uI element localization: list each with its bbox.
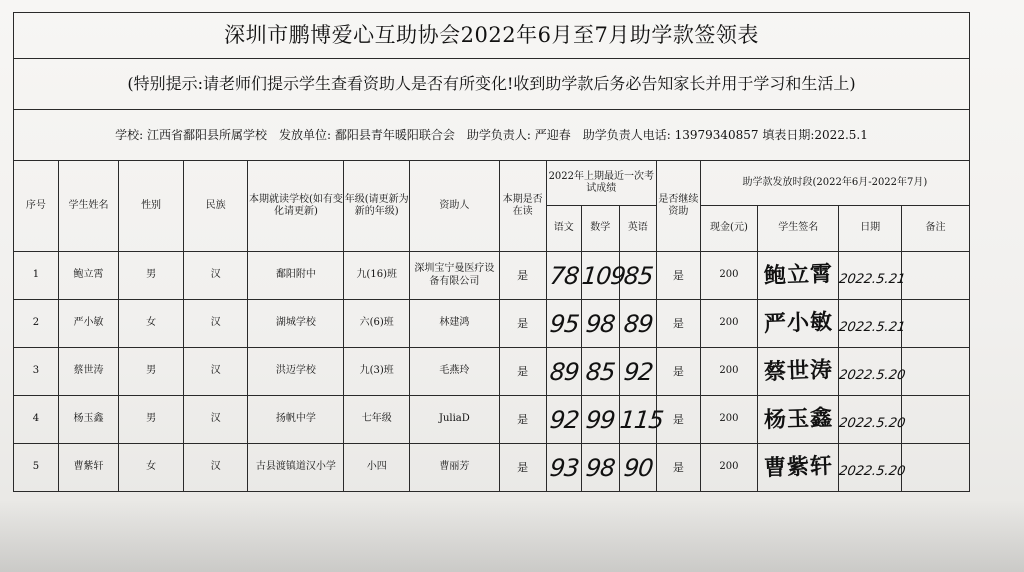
cell-name: 曹紫轩: [58, 444, 118, 492]
cell-cash: 200: [700, 348, 757, 396]
cell-score-math: 99: [584, 405, 617, 434]
cell-enrolled: 是: [499, 300, 546, 348]
header-date: 日期: [839, 206, 902, 252]
cell-note: [901, 396, 969, 444]
cell-signature: 严小敏: [763, 308, 834, 337]
header-chinese: 语文: [546, 206, 581, 252]
cell-score-chinese: 89: [548, 357, 580, 386]
header-ethnic: 民族: [183, 161, 248, 252]
cell-date: 2022.5.20: [838, 368, 907, 384]
cell-score-chinese: 95: [548, 309, 580, 338]
cell-continue: 是: [657, 300, 701, 348]
cell-score-math: 109: [580, 261, 627, 290]
cell-ethnic: 汉: [183, 348, 248, 396]
cell-grade: 七年级: [344, 396, 410, 444]
cell-ethnic: 汉: [183, 300, 248, 348]
cell-cash: 200: [700, 396, 757, 444]
cell-sponsor: 深圳宝宁曼医疗设备有限公司: [410, 252, 500, 300]
cell-score-english: 89: [622, 309, 654, 338]
cell-gender: 女: [119, 300, 184, 348]
cell-name: 鲍立霄: [58, 252, 118, 300]
cell-score-math: 98: [584, 453, 617, 482]
cell-score-chinese: 78: [548, 261, 580, 290]
header-enrolled: 本期是否在读: [499, 161, 546, 252]
table-row: [14, 252, 970, 300]
cell-continue: 是: [657, 444, 701, 492]
cell-school: 古县渡镇道汉小学: [248, 444, 344, 492]
cell-ethnic: 汉: [183, 444, 248, 492]
cell-name: 蔡世涛: [58, 348, 118, 396]
cell-seq: 4: [14, 396, 59, 444]
cell-enrolled: 是: [499, 396, 546, 444]
cell-signature: 杨玉鑫: [763, 404, 834, 433]
cell-ethnic: 汉: [183, 396, 248, 444]
cell-gender: 女: [119, 444, 184, 492]
cell-seq: 1: [14, 252, 59, 300]
header-english: 英语: [619, 206, 657, 252]
cell-seq: 3: [14, 348, 59, 396]
header-school: 本期就读学校(如有变化请更新): [248, 161, 344, 252]
table-row: [14, 396, 970, 444]
cell-sponsor: 林建鸿: [410, 300, 500, 348]
header-seq: 序号: [14, 161, 59, 252]
cell-gender: 男: [119, 348, 184, 396]
cell-name: 杨玉鑫: [58, 396, 118, 444]
cell-score-math: 85: [584, 357, 617, 386]
header-note: 备注: [901, 206, 969, 252]
cell-cash: 200: [700, 444, 757, 492]
notice-text: (特别提示:请老师们提示学生查看资助人是否有所变化!收到助学款后务必告知家长并用于学习和生活上): [14, 59, 970, 110]
cell-grade: 六(6)班: [344, 300, 410, 348]
cell-cash: 200: [700, 300, 757, 348]
cell-note: [901, 348, 969, 396]
cell-cash: 200: [700, 252, 757, 300]
header-cash: 现金(元): [700, 206, 757, 252]
cell-date: 2022.5.21: [838, 320, 907, 336]
cell-score-english: 90: [622, 453, 654, 482]
cell-signature: 鲍立霄: [763, 260, 834, 289]
cell-date: 2022.5.21: [838, 272, 907, 288]
cell-school: 洪迈学校: [248, 348, 344, 396]
cell-note: [901, 300, 969, 348]
table-row: [14, 300, 970, 348]
header-gender: 性别: [119, 161, 184, 252]
cell-grade: 九(16)班: [344, 252, 410, 300]
school-info: 学校: 江西省鄱阳县所属学校 发放单位: 鄱阳县青年暖阳联合会 助学负责人: 严迎春 助学负责人电话: 13979340857 填表日期:2022.5.1: [14, 110, 970, 161]
cell-school: 鄱阳附中: [248, 252, 344, 300]
cell-enrolled: 是: [499, 348, 546, 396]
cell-school: 湖城学校: [248, 300, 344, 348]
cell-enrolled: 是: [499, 444, 546, 492]
cell-enrolled: 是: [499, 252, 546, 300]
cell-signature: 蔡世涛: [763, 356, 834, 385]
table-row: [14, 444, 970, 492]
header-grade: 年级(请更新为新的年级): [344, 161, 410, 252]
cell-score-english: 115: [618, 405, 664, 434]
table-row: [14, 348, 970, 396]
cell-continue: 是: [657, 252, 701, 300]
header-math: 数学: [582, 206, 620, 252]
cell-date: 2022.5.20: [838, 416, 907, 432]
cell-sponsor: 曹丽芳: [410, 444, 500, 492]
cell-seq: 2: [14, 300, 59, 348]
cell-score-english: 92: [622, 357, 654, 386]
cell-score-math: 98: [584, 309, 617, 338]
cell-sponsor: 毛燕玲: [410, 348, 500, 396]
cell-name: 严小敏: [58, 300, 118, 348]
cell-score-chinese: 92: [548, 405, 580, 434]
cell-signature: 曹紫轩: [763, 452, 834, 481]
cell-sponsor: JuliaD: [410, 396, 500, 444]
cell-school: 扬帆中学: [248, 396, 344, 444]
cell-grade: 小四: [344, 444, 410, 492]
cell-date: 2022.5.20: [838, 464, 907, 480]
cell-grade: 九(3)班: [344, 348, 410, 396]
header-continue: 是否继续资助: [657, 161, 701, 252]
form-title: 深圳市鹏博爱心互助协会2022年6月至7月助学款签领表: [14, 13, 970, 59]
cell-continue: 是: [657, 396, 701, 444]
cell-gender: 男: [119, 396, 184, 444]
cell-note: [901, 252, 969, 300]
cell-continue: 是: [657, 348, 701, 396]
cell-seq: 5: [14, 444, 59, 492]
cell-note: [901, 444, 969, 492]
header-period: 助学款发放时段(2022年6月-2022年7月): [700, 161, 969, 206]
cell-score-english: 85: [622, 261, 654, 290]
cell-ethnic: 汉: [183, 252, 248, 300]
stipend-table: [13, 12, 970, 492]
cell-gender: 男: [119, 252, 184, 300]
cell-score-chinese: 93: [548, 453, 580, 482]
header-name: 学生姓名: [58, 161, 118, 252]
header-sponsor: 资助人: [410, 161, 500, 252]
header-signature: 学生签名: [758, 206, 839, 252]
header-scores: 2022年上期最近一次考试成绩: [546, 161, 656, 206]
